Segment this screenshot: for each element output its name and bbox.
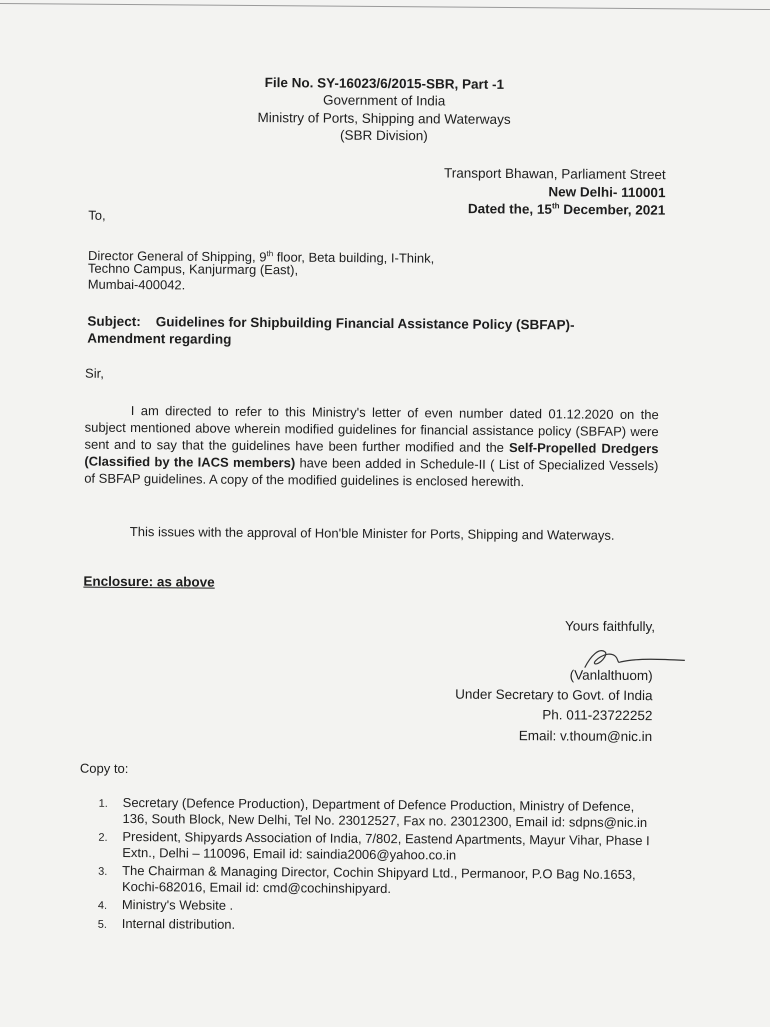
letter-date: Dated the, 15th December, 2021 (467, 201, 666, 218)
body-paragraph-2: This issues with the approval of Hon'ble Minister for Ports, Shipping and Waterways. (129, 524, 615, 543)
enclosure-line: Enclosure: as above (83, 573, 215, 590)
division-line: (SBR Division) (339, 127, 428, 144)
list-item: 3. The Chairman & Managing Director, Cochin Shipyard Ltd., Permanoor, P.O Bag No.1653, Kochi-682016, Email id: cmd@cochinshipyard. (98, 862, 636, 897)
signatory-name: (Vanlalthuom) (569, 667, 653, 684)
file-number: File No. SY-16023/6/2015-SBR, Part -1 (264, 75, 505, 92)
addressee-line-1: Director General of Shipping, 9th floor, Beta building, I-Think, (87, 248, 435, 266)
ministry-line: Ministry of Ports, Shipping and Waterways (257, 110, 511, 127)
to-label: To, (88, 207, 106, 223)
signatory-phone: Ph. 011-23722252 (542, 707, 653, 724)
signatory-email: Email: v.thoum@nic.in (518, 728, 653, 745)
addressee-line-3: Mumbai-400042. (87, 276, 186, 293)
list-item: 2. President, Shipyards Association of India, 7/802, Eastend Apartments, Mayur Vihar, Phase I Extn., Delhi – 110096, Email id: saindia2006@yahoo.co.in (98, 828, 650, 863)
salutation: Sir, (85, 365, 104, 381)
body-paragraph-1: I am directed to refer to this Ministry's letter of even number dated 01.12.2020 on the subject mentioned above wherein modified guidelines for financial assistance policy (SBFAP) were sent and to say that the guidelines have been further modified and the Self-Propelled Dredgers (Classified by the IACS members) have been added in Schedule-II ( List of Specialized Vessels) of SBFAP guidelines. A copy of the modified guidelines is enclosed herewith. (84, 403, 659, 490)
subject-line-2: Amendment regarding (87, 330, 232, 347)
copy-to-list (98, 795, 659, 939)
list-item: 4. Ministry's Website . (97, 896, 234, 913)
closing: Yours faithfully, (564, 618, 656, 635)
list-item: 5. Internal distribution. (97, 915, 236, 932)
government-line: Government of India (322, 92, 446, 109)
addressee-line-2: Techno Campus, Kanjurmarg (East), (87, 260, 299, 278)
address-line-2: New Delhi- 110001 (548, 184, 666, 201)
subject-line-1: Subject: Guidelines for Shipbuilding Financial Assistance Policy (SBFAP)- (87, 313, 575, 333)
scan-edge-line (0, 3, 770, 10)
copy-to-label: Copy to: (79, 760, 129, 777)
address-line-1: Transport Bhawan, Parliament Street (443, 165, 666, 183)
signatory-designation: Under Secretary to Govt. of India (455, 686, 653, 704)
list-item: 1. Secretary (Defence Production), Department of Defence Production, Ministry of Defence, 136, South Block, New Delhi, Tel No. 23012527, Fax no. 23012300, Email id: sdpns@nic.in (98, 794, 648, 831)
